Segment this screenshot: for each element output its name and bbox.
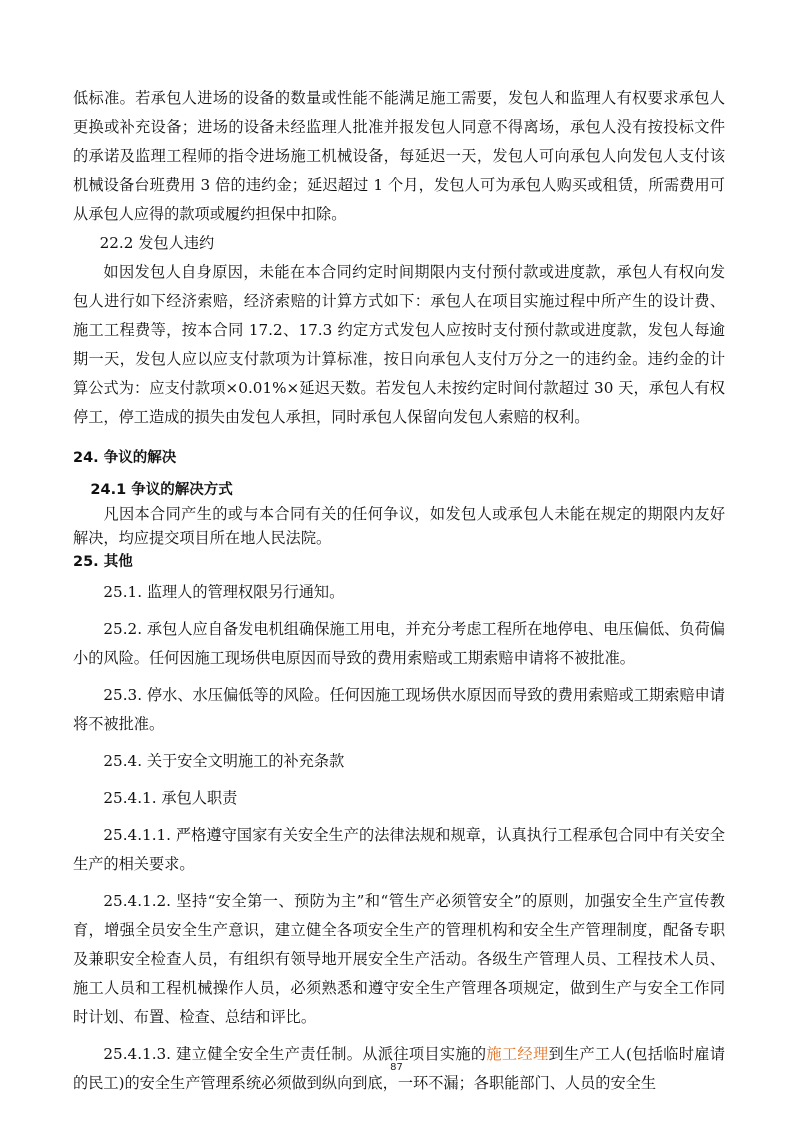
heading-24-1: 24.1 争议的解决方式	[90, 482, 233, 498]
section-22-2-body: 如因发包人自身原因，未能在本合同约定时间期限内支付预付款或进度款，承包人有权向发包人进行如下经济索赔，经济索赔的计算方式如下：承包人在项目实施过程中所产生的设计费、施工工程费等，按本合同 17.2、17.3 约定方式发包人应按时支付预付款或进度款，发包人每逾期一天，发包人应以应支付款项为计算标准，按日向承包人支付万分之一的违约金。违约金的计算公式为：应支付款项×0.01%×延迟天数。若发包人未按约定时间付款超过 30 天，承包人有权停工，停工造成的损失由发包人承担，同时承包人保留向发包人索赔的权利。	[73, 263, 725, 426]
section-25-4-1: 25.4.1. 承包人职责	[103, 789, 238, 807]
section-25-4-1-1: 25.4.1.1. 严格遵守国家有关安全生产的法律法规和规章，认真执行工程承包合同中有关安全生产的相关要求。	[73, 826, 725, 873]
section-25-4-1-3-text-b: 到生产工人(包括临时雇请的民工)的安全生产管理系统必须做到纵向到底，一环不漏；各职能部门、人员的安全生	[73, 1045, 726, 1092]
heading-24: 24. 争议的解决	[73, 450, 177, 466]
paragraph-continuation: 低标准。若承包人进场的设备的数量或性能不能满足施工需要，发包人和监理人有权要求承包人更换或补充设备；进场的设备未经监理人批准并报发包人同意不得离场，承包人没有按投标文件的承诺及监理工程师的指令进场施工机械设备，每延迟一天，发包人可向承包人向发包人支付该机械设备台班费用 3 倍的违约金；延迟超过 1 个月，发包人可为承包人购买或租赁，所需费用可从承包人应得的款项或履约担保中扣除。	[73, 89, 725, 223]
section-24-1-body: 凡因本合同产生的或与本合同有关的任何争议，如发包人或承包人未能在规定的期限内友好解决，均应提交项目所在地人民法院。	[73, 505, 725, 547]
section-25-3: 25.3. 停水、水压偏低等的风险。任何因施工现场供水原因而导致的费用索赔或工期索赔申请将不被批准。	[73, 686, 725, 733]
section-25-4-1-2: 25.4.1.2. 坚持“安全第一、预防为主”和“管生产必须管安全”的原则，加强安全生产宣传教育，增强全员安全生产意识，建立健全各项安全生产的管理机构和安全生产管理制度，配备专职及兼职安全检查人员，有组织有领导地开展安全生产活动。各级生产管理人员、工程技术人员、施工人员和工程机械操作人员，必须熟悉和遵守安全生产管理各项规定，做到生产与安全工作同时计划、布置、检查、总结和评比。	[73, 892, 725, 1026]
section-25-2: 25.2. 承包人应自备发电机组确保施工用电，并充分考虑工程所在地停电、电压偏低、负荷偏小的风险。任何因施工现场供电原因而导致的费用索赔或工期索赔申请将不被批准。	[73, 620, 725, 667]
highlighted-term: 施工经理	[486, 1045, 549, 1063]
section-25-1: 25.1. 监理人的管理权限另行通知。	[103, 583, 345, 601]
section-25-4: 25.4. 关于安全文明施工的补充条款	[103, 752, 345, 770]
page-number: 87	[390, 1062, 403, 1073]
document-page	[73, 84, 725, 1098]
section-25-4-1-3-text-a: 25.4.1.3. 建立健全安全生产责任制。从派往项目实施的	[103, 1045, 487, 1063]
section-22-2-title: 22.2 发包人违约	[99, 234, 215, 252]
heading-25: 25. 其他	[73, 554, 133, 570]
